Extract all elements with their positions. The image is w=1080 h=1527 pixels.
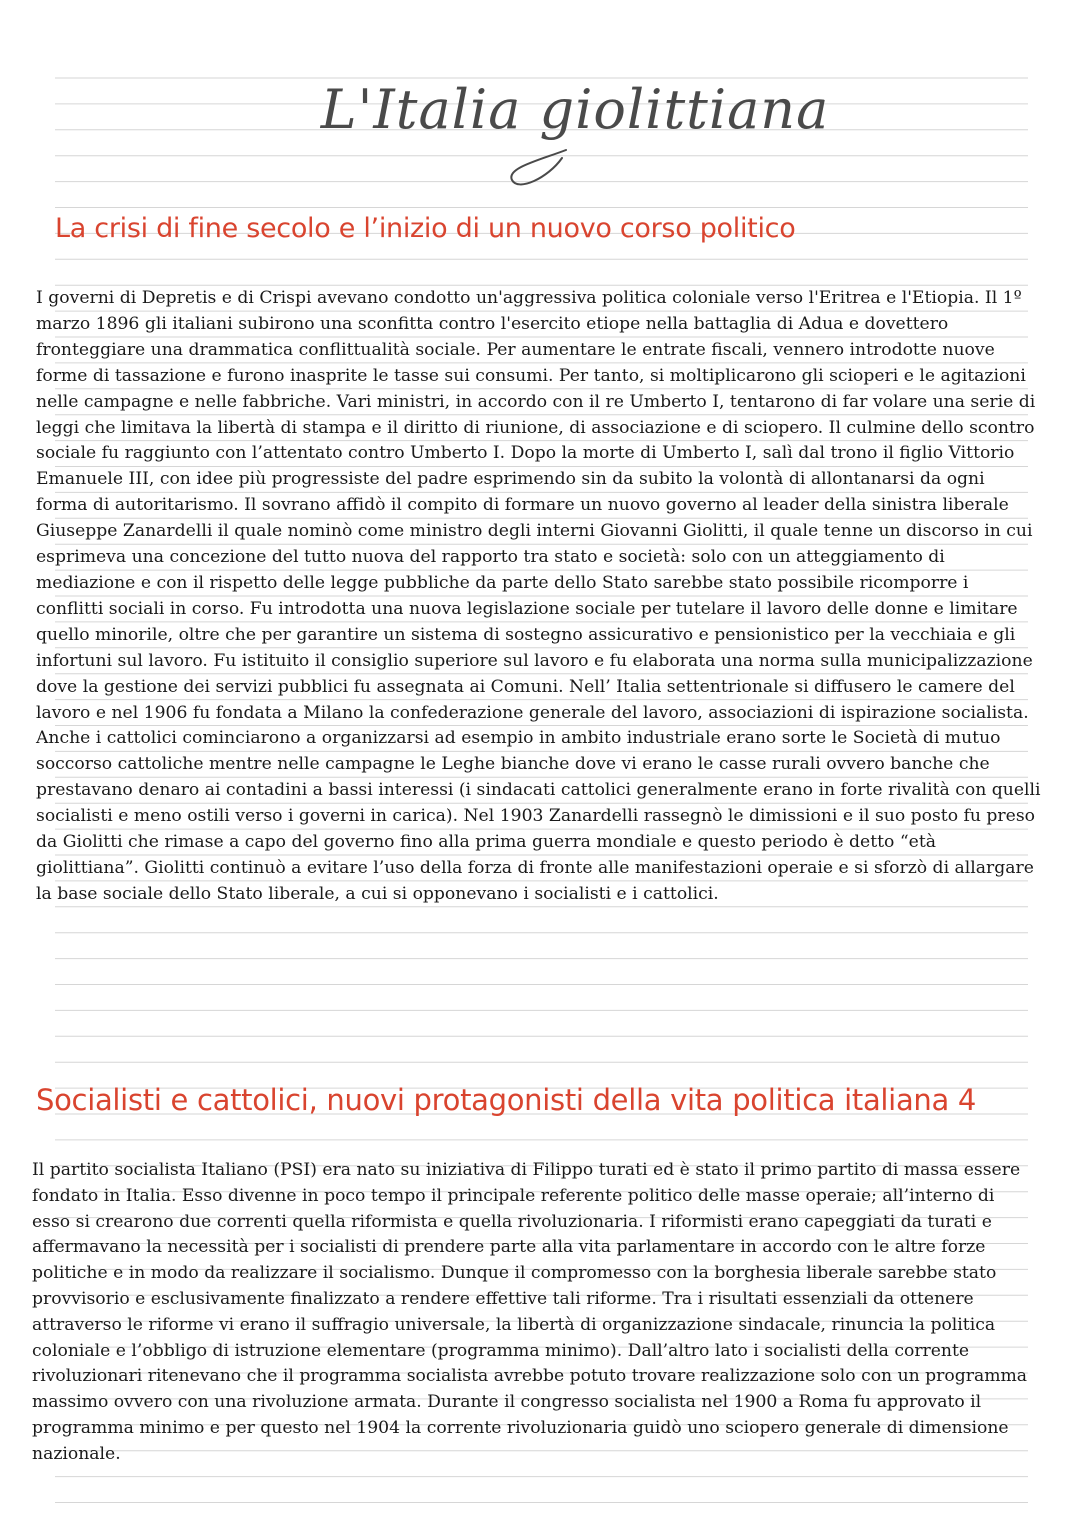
section-heading-socialists: Socialisti e cattolici, nuovi protagonisti della vita politica italiana 4 — [36, 1083, 977, 1117]
title-flourish — [0, 0, 1080, 220]
section-body-crisis: I governi di Depretis e di Crispi avevano condotto un'aggressiva politica coloniale verso l'Eritrea e l'Etiopia. Il 1º marzo 1896 gli italiani subirono una sconfitta contro l'esercito etiope nella battaglia di Adua e dovettero fronteggiare una drammatica conflittualità sociale. Per aumentare le entrate fiscali, vennero introdotte nuove forme di tassazione e furono inasprite le tasse sui consumi. Per tanto, si moltiplicarono gli scioperi e le agitazioni nelle campagne e nelle fabbriche. Vari ministri, in accordo con il re Umberto I, tentarono di far volare una serie di leggi che limitava la libertà di stampa e il diritto di riunione, di associazione e di sciopero. Il culmine dello scontro sociale fu raggiunto con l’attentato contro Umberto I. Dopo la morte di Umberto I, salì dal trono il figlio Vittorio Emanuele III, con idee più progressiste del padre esprimendo sin da subito la volontà di allontanarsi da ogni forma di autoritarismo. Il sovrano affidò il compito di formare un nuovo governo al leader della sinistra liberale Giuseppe Zanardelli il quale nominò come ministro degli interni Giovanni Giolitti, il quale tenne un discorso in cui esprimeva una concezione del tutto nuova del rapporto tra stato e società: solo con un atteggiamento di mediazione e con il rispetto delle legge pubbliche da parte dello Stato sarebbe stato possibile ricomporre i conflitti sociali in corso. Fu introdotta una nuova legislazione sociale per tutelare il lavoro delle donne e limitare quello minorile, oltre che per garantire un sistema di sostegno assicurativo e pensionistico per la vecchiaia e gli infortuni sul lavoro. Fu istituito il consiglio superiore sul lavoro e fu elaborata una norma sulla municipalizzazione dove la gestione dei servizi pubblici fu assegnata ai Comuni. Nell’ Italia settentrionale si diffusero le camere del lavoro e nel 1906 fu fondata a Milano la confederazione generale del lavoro, associazioni di ispirazione socialista. Anche i cattolici cominciarono a organizzarsi ad esempio in ambito industriale erano sorte le Società di mutuo soccorso cattoliche mentre nelle campagne le Leghe bianche dove vi erano le casse rurali ovvero banche che prestavano denaro ai contadini a bassi interessi (i sindacati cattolici generalmente erano in forte rivalità con quelli socialisti e meno ostili verso i governi in carica). Nel 1903 Zanardelli rassegnò le dimissioni e il suo posto fu preso da Giolitti che rimase a capo del governo fino alla prima guerra mondiale e questo periodo è detto “età giolittiana”. Giolitti continuò a evitare l’uso della forza di fronte alle manifestazioni operaie e si sforzò di allargare la base sociale dello Stato liberale, a cui si opponevano i socialisti e i cattolici. — [36, 288, 1041, 904]
page-title: L'Italia giolittiana — [320, 78, 830, 141]
section-heading-crisis: La crisi di fine secolo e l’inizio di un nuovo corso politico — [55, 213, 796, 244]
section-body-socialists: Il partito socialista Italiano (PSI) era nato su iniziativa di Filippo turati ed è stato il primo partito di massa essere fondato in Italia. Esso divenne in poco tempo il principale referente politico delle masse operaie; all’interno di esso si crearono due correnti quella riformista e quella rivoluzionaria. I riformisti erano capeggiati da turati e affermavano la necessità per i socialisti di prendere parte alla vita parlamentare in accordo con le altre forze politiche e in modo da realizzare il socialismo. Dunque il compromesso con la borghesia liberale sarebbe stato provvisorio e esclusivamente finalizzato a rendere effettive tali riforme. Tra i risultati essenziali da ottenere attraverso le riforme vi erano il suffragio universale, la libertà di organizzazione sindacale, rinuncia la politica coloniale e l’obbligo di istruzione elementare (programma minimo). Dall’altro lato i socialisti della corrente rivoluzionari ritenevano che il programma socialista avrebbe potuto trovare realizzazione solo con un programma massimo ovvero con una rivoluzione armata. Durante il congresso socialista nel 1900 a Roma fu approvato il programma minimo e per questo nel 1904 la corrente rivoluzionaria guidò uno sciopero generale di dimensione nazionale. — [32, 1160, 1028, 1464]
